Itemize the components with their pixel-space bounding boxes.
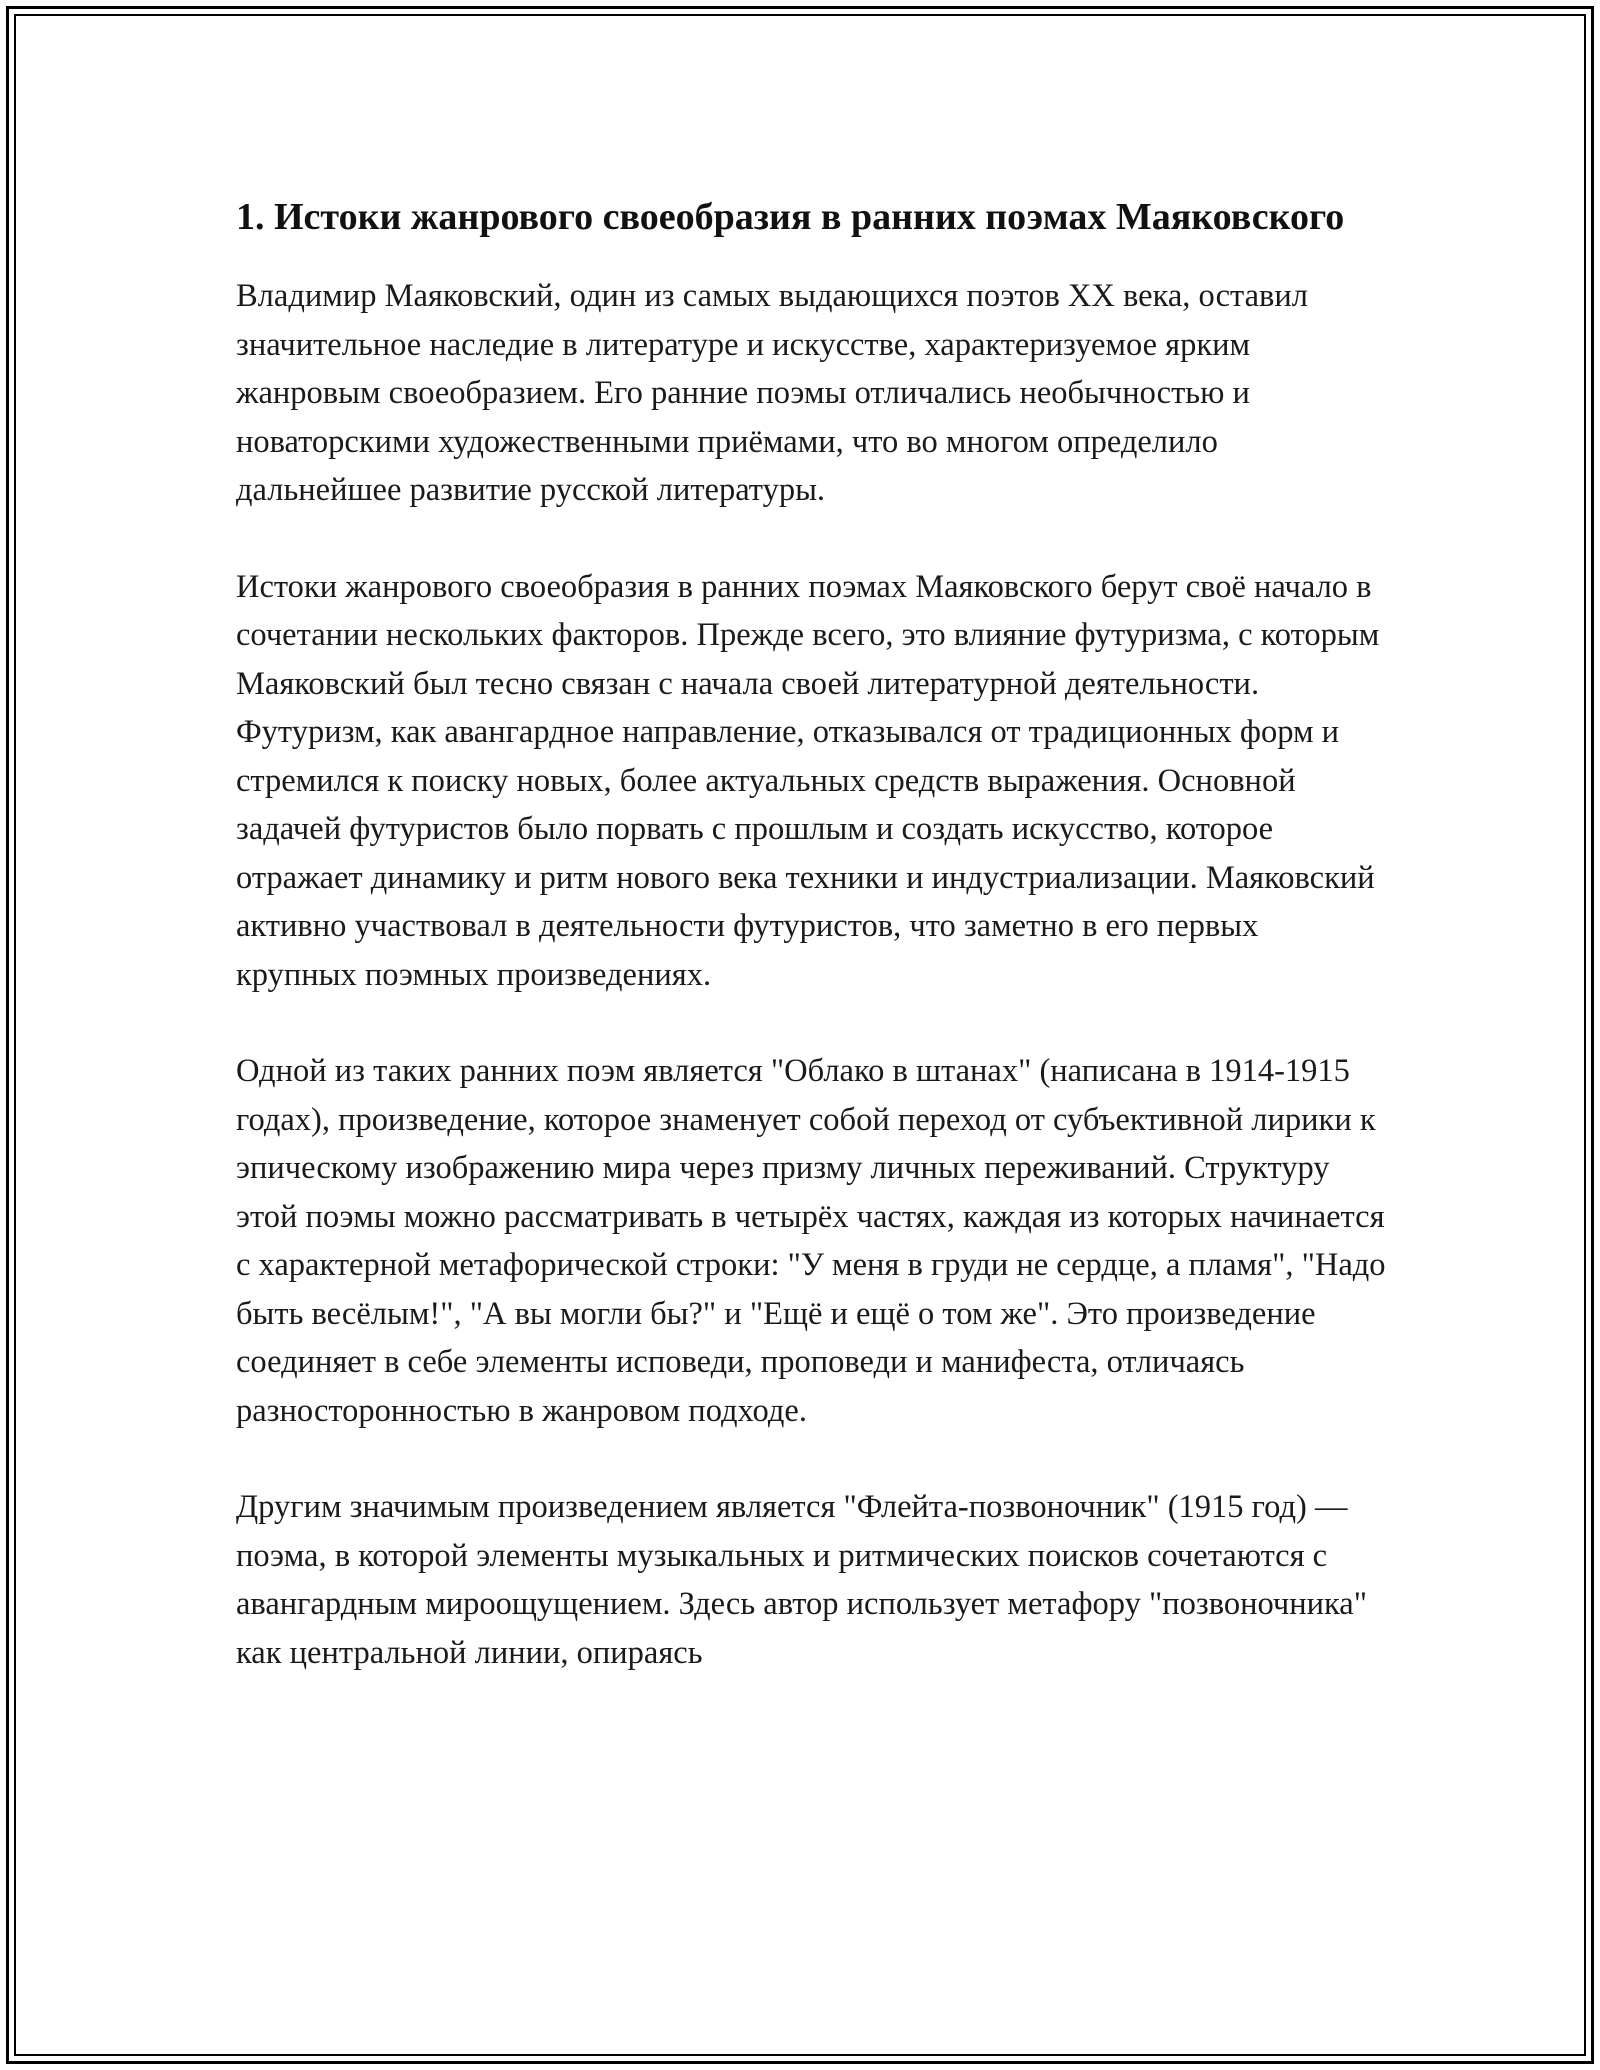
paragraph-backbone-flute: Другим значимым произведением является "Флейта-позвоночник" (1915 год) — поэма, в которой элементы музыкальных и ритмических поисков сочетаются с авангардным мироощущением. Здесь автор использует метафору "позвоночника" как центральной линии, опираясь: [236, 1489, 1367, 1671]
section-heading: 1. Истоки жанрового своеобразия в ранних поэмах Маяковского: [236, 196, 1345, 238]
paragraph-cloud-in-trousers: Одной из таких ранних поэм является "Облако в штанах" (написана в 1914-1915 годах), произведение, которое знаменует собой переход от субъективной лирики к эпическому изображению мира через призму личных переживаний. Структуру этой поэмы можно рассматривать в четырёх частях, каждая из которых начинается с характерной метафорической строки: "У меня в груди не сердце, а пламя", "Надо быть весёлым!", "А вы могли бы?" и "Ещё и ещё о том же". Это произведение соединяет в себе элементы исповеди, проповеди и манифеста, отличаясь разносторонностью в жанровом подходе.: [236, 1053, 1386, 1429]
paragraph-intro: Владимир Маяковский, один из самых выдающихся поэтов XX века, оставил значительное наследие в литературе и искусстве, характеризуемое ярким жанровым своеобразием. Его ранние поэмы отличались необычностью и новаторскими художественными приёмами, что во многом определило дальнейшее развитие русской литературы.: [236, 278, 1309, 508]
paragraph-futurism: Истоки жанрового своеобразия в ранних поэмах Маяковского берут своё начало в сочетании нескольких факторов. Прежде всего, это влияние футуризма, с которым Маяковский был тесно связан с начала своей литературной деятельности. Футуризм, как авангардное направление, отказывался от традиционных форм и стремился к поиску новых, более актуальных средств выражения. Основной задачей футуристов было порвать с прошлым и создать искусство, которое отражает динамику и ритм нового века техники и индустриализации. Маяковский активно участвовал в деятельности футуристов, что заметно в его первых крупных поэмных произведениях.: [236, 568, 1380, 993]
document-body: [236, 190, 1386, 1725]
